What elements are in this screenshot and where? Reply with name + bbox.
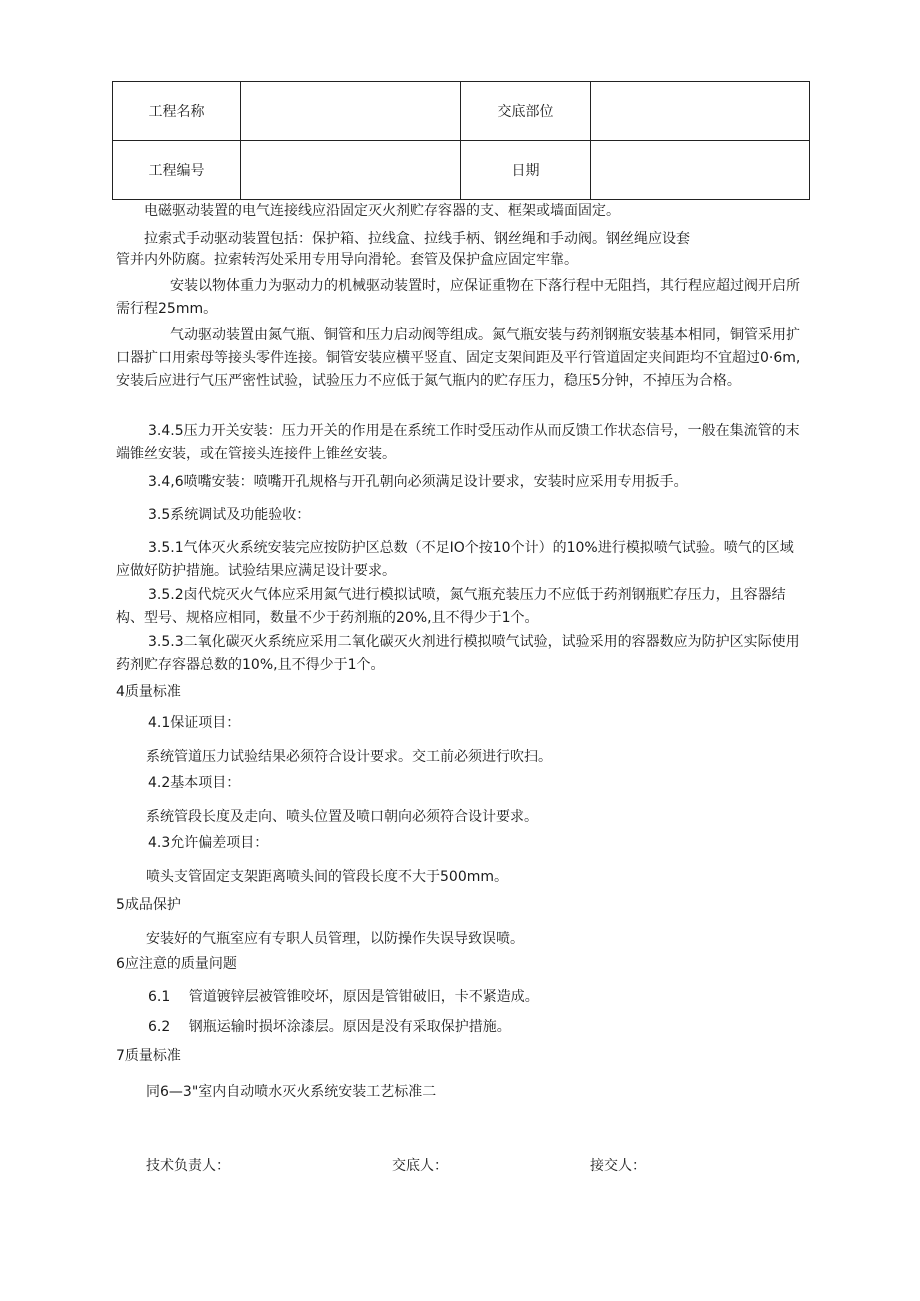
section-3-4-6: 3.4,6喷嘴安装：喷嘴开孔规格与开孔朝向必须满足设计要求，安装时应采用专用扳手。 xyxy=(148,474,688,490)
text-4-1: 系统管道压力试验结果必须符合设计要求。交工前必须进行吹扫。 xyxy=(146,749,552,765)
project-name-value xyxy=(241,82,461,141)
signature-tech-lead: 技术负责人： xyxy=(146,1158,230,1174)
paragraph-cable-drive-line1: 拉索式手动驱动装置包括：保护箱、拉线盒、拉线手柄、钢丝绳和手动阀。钢丝绳应设套 xyxy=(144,231,690,247)
project-name-label: 工程名称 xyxy=(113,82,241,141)
heading-6: 6应注意的质量问题 xyxy=(116,956,237,972)
date-label: 日期 xyxy=(461,141,591,200)
header-table xyxy=(112,81,810,200)
paragraph-electromagnetic: 电磁驱动装置的电气连接线应沿固定灭火剂贮存容器的支、框架或墙面固定。 xyxy=(144,203,620,219)
section-3-5-3: 3.5.3二氧化碳灭火系统应采用二氧化碳灭火剂进行模拟喷气试验，试验采用的容器数应为防护区实际使用药剂贮存容器总数的10%,且不得少于1个。 xyxy=(116,634,800,673)
heading-5: 5成品保护 xyxy=(116,897,181,913)
handover-part-label: 交底部位 xyxy=(461,82,591,141)
project-no-label: 工程编号 xyxy=(113,141,241,200)
text-4-3: 喷头支管固定支架距离喷头间的管段长度不大于500mm。 xyxy=(146,869,508,885)
text-7: 同6—3"室内自动喷水灭火系统安装工艺标准二 xyxy=(146,1084,437,1100)
paragraph-mechanical-drive: 安装以物体重力为驱动力的机械驱动装置时，应保证重物在下落行程中无阻挡，其行程应超过阀开启所需行程25mm。 xyxy=(116,278,800,317)
section-3-5: 3.5系统调试及功能验收： xyxy=(148,507,311,523)
signature-receiver: 接交人： xyxy=(590,1158,646,1174)
signature-discloser: 交底人： xyxy=(392,1158,448,1174)
text-5: 安装好的气瓶室应有专职人员管理，以防操作失误导致误喷。 xyxy=(146,931,524,947)
heading-7: 7质量标准 xyxy=(116,1048,181,1064)
text-4-2: 系统管段长度及走向、喷头位置及喷口朝向必须符合设计要求。 xyxy=(146,809,538,825)
date-value xyxy=(591,141,810,200)
paragraph-pneumatic-drive: 气动驱动装置由氮气瓶、铜管和压力启动阀等组成。氮气瓶安装与药剂钢瓶安装基本相同，铜管采用扩口器扩口用索母等接头零件连接。铜管安装应横平竖直、固定支架间距及平行管道固定夹间距均不宜超过0·6m,安装后应进行气压严密性试验，试验压力不应低于氮气瓶内的贮存压力，稳压5分钟，不掉压为合格。 xyxy=(116,327,801,389)
paragraph-cable-drive-line2: 管并内外防腐。拉索转泻处采用专用导向滑轮。套管及保护盒应固定牢靠。 xyxy=(116,252,578,268)
section-3-5-2: 3.5.2卤代烷灭火气体应采用氮气进行模拟试喷，氮气瓶充装压力不应低于药剂钢瓶贮存压力，且容器结构、型号、规格应相同，数量不少于药剂瓶的20%,且不得少于1个。 xyxy=(116,587,786,626)
section-3-4-5: 3.4.5压力开关安装：压力开关的作用是在系统工作时受压动作从而反馈工作状态信号，一般在集流管的末端锥丝安装，或在管接头连接件上锥丝安装。 xyxy=(116,423,800,462)
heading-4-3: 4.3允许偏差项目： xyxy=(148,835,269,851)
heading-4-2: 4.2基本项目： xyxy=(148,775,241,791)
section-3-5-1: 3.5.1气体灭火系统安装完应按防护区总数（不足IO个按10个计）的10%进行模拟喷气试验。喷气的区域应做好防护措施。试验结果应满足设计要求。 xyxy=(116,540,794,579)
handover-part-value xyxy=(591,82,810,141)
item-6-1: 6.1 管道镀锌层被管锥咬坏，原因是管钳破旧，卡不紧造成。 xyxy=(148,989,539,1005)
heading-4-1: 4.1保证项目： xyxy=(148,715,241,731)
item-6-2: 6.2 钢瓶运输时损坏涂漆层。原因是没有采取保护措施。 xyxy=(148,1019,511,1035)
project-no-value xyxy=(241,141,461,200)
heading-4: 4质量标准 xyxy=(116,684,181,700)
